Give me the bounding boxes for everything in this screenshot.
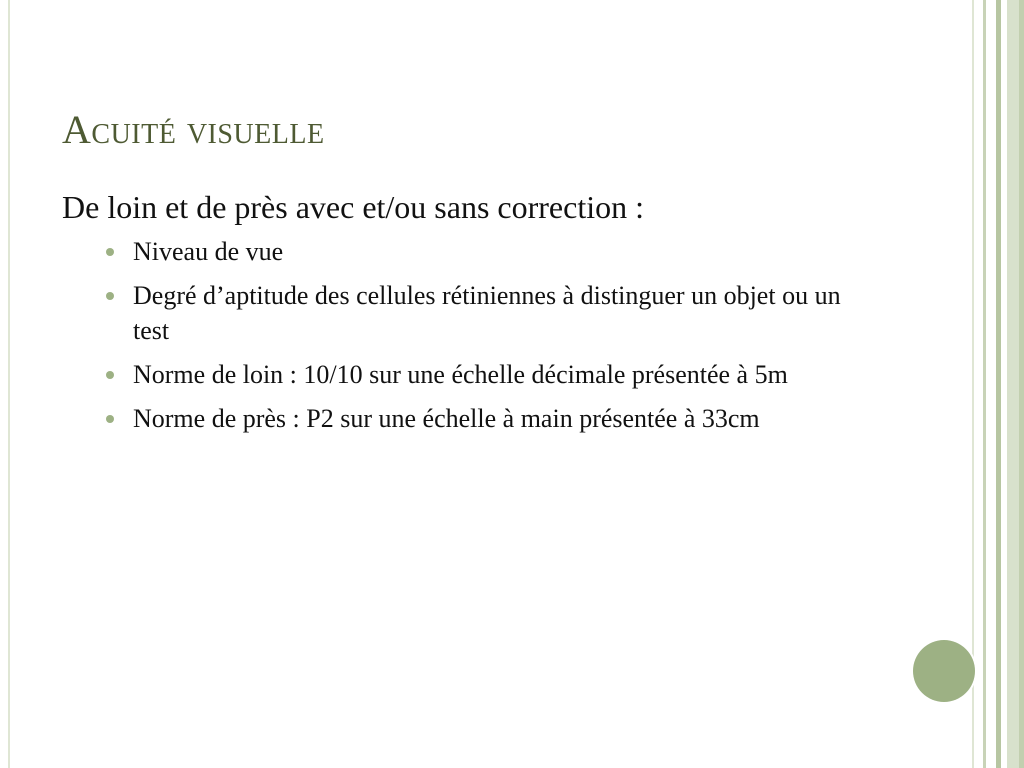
bullet-text: Norme de près : P2 sur une échelle à main présentée à 33cm	[133, 404, 760, 434]
bullet-dot-icon	[106, 371, 114, 379]
stripe	[1019, 0, 1024, 768]
bullet-text: Degré d’aptitude des cellules rétiniennes à distinguer un objet ou un test	[133, 281, 841, 346]
right-decorative-stripes	[972, 0, 1024, 768]
left-border-stripe	[0, 0, 10, 768]
stripe	[975, 0, 983, 768]
bullet-item	[106, 357, 873, 392]
bullet-dot-icon	[106, 292, 114, 300]
decorative-circle	[913, 640, 975, 702]
bullet-text: Niveau de vue	[133, 237, 284, 267]
bullet-item	[106, 401, 873, 436]
stripe	[972, 0, 974, 768]
stripe	[1007, 0, 1019, 768]
stripe	[986, 0, 996, 768]
bullet-list	[62, 234, 902, 436]
bullet-text: Norme de loin : 10/10 sur une échelle décimale présentée à 5m	[133, 360, 788, 390]
bullet-dot-icon	[106, 248, 114, 256]
slide-body	[62, 188, 902, 445]
bullet-dot-icon	[106, 415, 114, 423]
slide-title: Acuité visuelle	[62, 107, 325, 152]
bullet-item	[106, 234, 873, 269]
bullet-item	[106, 278, 873, 348]
intro-text: De loin et de près avec et/ou sans correction :	[62, 189, 644, 225]
